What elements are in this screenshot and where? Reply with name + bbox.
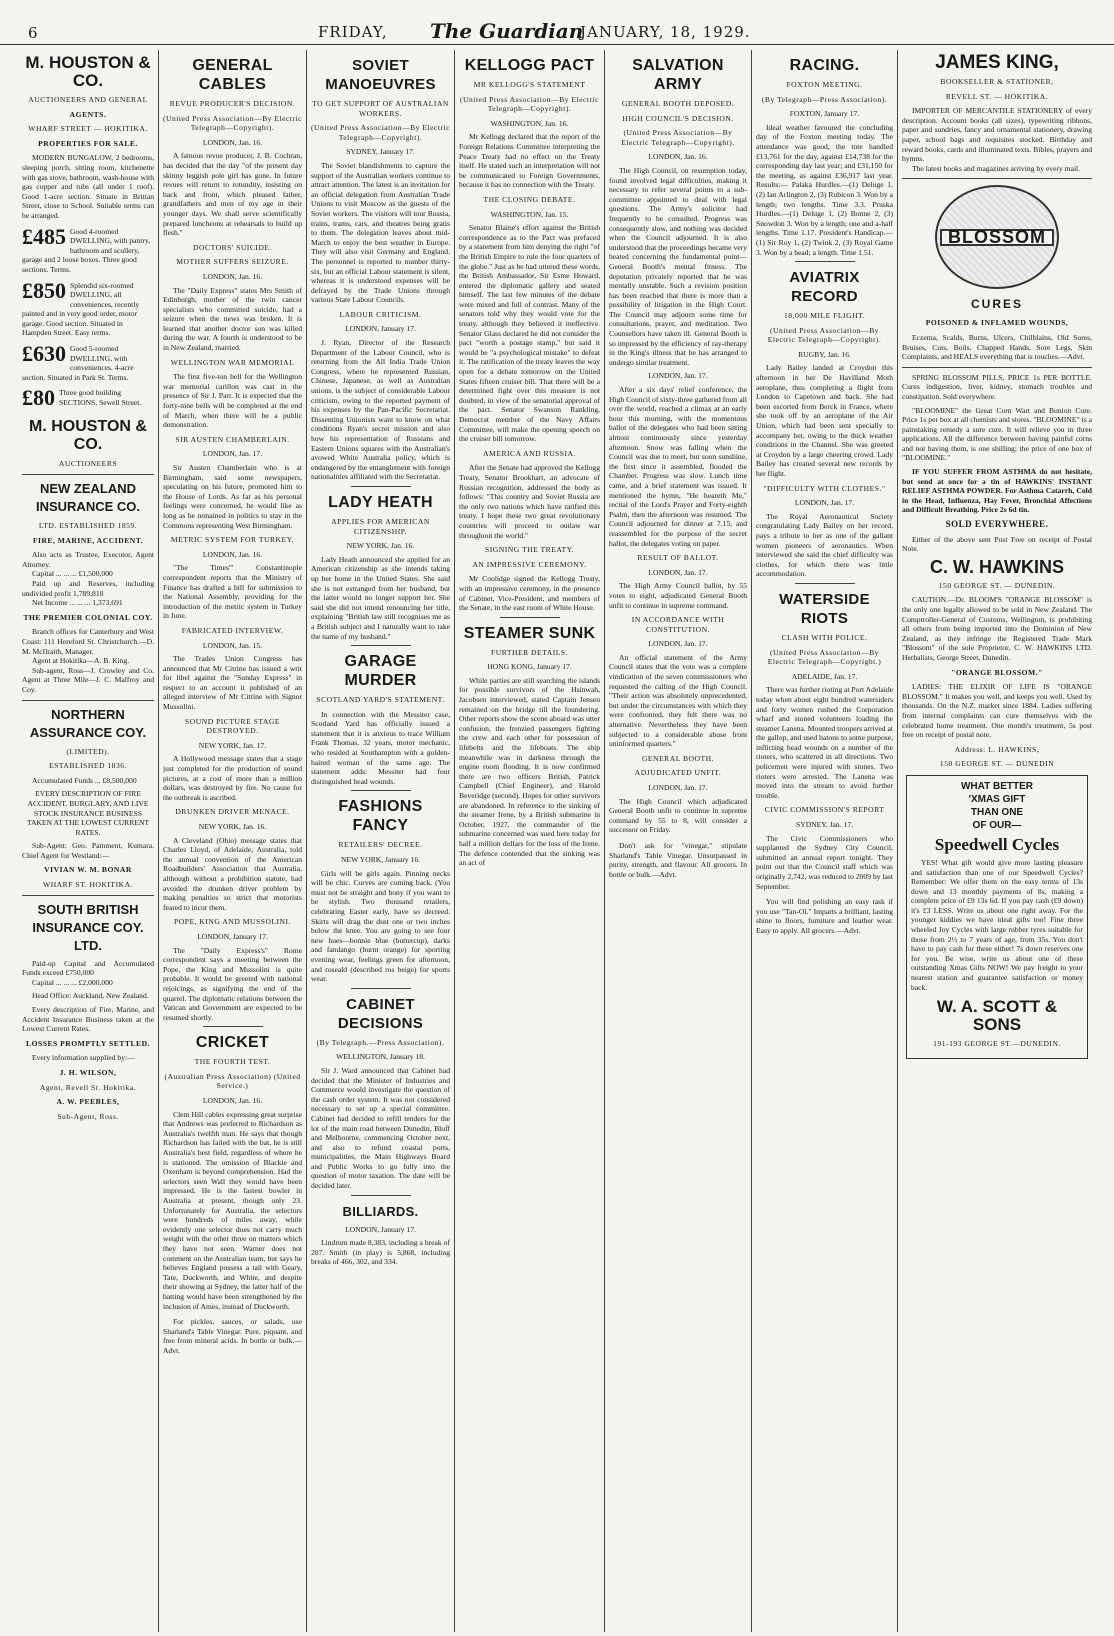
press-credit: (United Press Association—By Electric Telegraph—Copyright).	[767, 325, 882, 345]
column-divider	[306, 50, 307, 1632]
dateline: RUGBY, Jan. 16.	[798, 349, 851, 359]
article-text: While parties are still searching the islands for possible survivors of the Hsinwah, Jacobsen interviewed, stated Captain Jensen remained on the bridge till the foundering. Other reports show the scene aboard was utter confusion, the frenzied passengers fighting the crew and each other for possession of lifebelts and the lifeboats. The ship meanwhile was in darkness through the engine room flooding. It is now confirmed there are two officers British, Patrick Campbell (Chief Engineer), and Harold Beveridge (second). Hopes for other survivors are abandoned. In reference to the sinking of the steamer Irene, by a British submarine in October, 1927, the commander of the submarine concerned was sued here today for half a million dollars for the loss of the Irene. The defence contended that the sinking was an act of	[459, 675, 600, 868]
article-text: Girls will be girls again. Pinning necks will be chic. Curves are coming back. (You must not be straight and bony if you want to be stylish. Two thousand retailers, celebrating Easter early, have so decreed. Skirts will drag the dust one or two inches below the knee. You are going to see four new hues—bonnie blue (buttercup), darks and fandango (burnt orange) for sporting evening wear, feelings green for afternoon, and roseald (described ros beige) for sports wear.	[311, 868, 450, 984]
subheading: SIGNING THE TREATY.	[484, 545, 575, 555]
south-british-paid: Paid-up Capital and Accumulated Funds exceed £750,000	[22, 958, 154, 978]
dateline: LONDON, Jan. 17.	[648, 567, 708, 577]
south-british-agent-2-address: Sub-Agent, Ross.	[57, 1111, 119, 1121]
subheading: IN ACCORDANCE WITH CONSTITUTION.	[631, 615, 725, 634]
south-british-info: Every information supplied by:—	[32, 1053, 135, 1063]
dateline: LONDON, January 17.	[345, 1224, 416, 1234]
northern-assurance-established: ESTABLISHED 1836.	[49, 761, 127, 771]
south-british-agent-2: A. W. PEEBLES,	[56, 1097, 120, 1107]
subheading: DRUNKEN DRIVER MENACE.	[175, 807, 290, 817]
speedwell-line: 'XMAS GIFT	[968, 793, 1026, 805]
cures-heading: CURES	[970, 297, 1023, 312]
dateline: LONDON, Jan. 17.	[648, 639, 708, 649]
subheading: SIR AUSTEN CHAMBERLAIN.	[175, 434, 290, 444]
advertisement: For pickles, sauces, or salads, use Sharland's Table Vinegar. Pure, piquant, and free from mineral acids. In bottle or bulk.—Advt.	[163, 1317, 302, 1355]
dateline: LONDON, January 17.	[197, 931, 268, 941]
northern-assurance-desc: EVERY DESCRIPTION OF FIRE ACCIDENT, BURGLARY, AND LIVE STOCK INSURANCE BUSINESS TAKEN AT THE LOWEST CURRENT RATES.	[26, 789, 150, 837]
headline: RACING.	[789, 57, 860, 74]
dateline: LONDON, Jan. 16.	[202, 549, 263, 559]
article-text: The "Daily Express" states Mrs Smith of Edinburgh, mother of the twin cancer specialists who committed suicide, had a seizure when the news was broken. It is learned that another doctor son was killed during the war. A fourth is understood to be in New Zealand, married.	[163, 285, 302, 353]
dateline: LONDON, Jan. 16.	[202, 271, 263, 281]
headline: BILLIARDS.	[342, 1203, 419, 1219]
article-text: An official statement of the Army Council states that the vote was a complete vindication of the seven commissioners who requested the calling of the High Council. "Their action was absolutely unprecedented, but under the circumstances with which they were confronted, they felt there was no alternative. Nevertheless they have been subjected to a considerable abuse from uninformed quarters."	[609, 652, 747, 749]
houston-firm: M. HOUSTON & CO.	[25, 53, 151, 90]
subheading: SOUND PICTURE STAGE DESTROYED.	[185, 716, 280, 736]
hawkins-address-2: 150 GEORGE ST. — DUNEDIN	[939, 759, 1055, 769]
dateline: LONDON, Jan. 17.	[794, 498, 855, 508]
cures-sub: POISONED & INFLAMED WOUNDS,	[925, 318, 1069, 328]
nz-insurance-reserves: Paid up and Reserves, including undivided profit 1,789,810	[22, 579, 154, 598]
subheading: FOXTON MEETING.	[786, 80, 863, 89]
caution-notice: CAUTION.—Dr. BLOOM'S "ORANGE BLOSSOM" is the only one legally allowed to be sold in New Zealand. The Comptroller-General of Customs, Wellington, is prohibiting all others from being imported into the Dominion of New Zealand, as they infringe the Registered Trade Mark "Blossom" of the sole Proprietor, C. W. HAWKINS LTD. Herbalists, George Street, Dunedin.	[902, 595, 1092, 662]
dateline: LONDON, Jan. 17.	[202, 449, 263, 459]
subheading: THE FOURTH TEST.	[194, 1057, 271, 1067]
article-text: There was further rioting at Port Adelaide today when about eight hundred watersiders and forty women rushed the Corporation wharf and stoned volunteers loading the steamer Lanena. Mounted troopers arrived at the gallop, and used batons to some purpose, inflicting head wounds on a number of the rioters, who scattered in all directions. Two policemen were injured with stones. Two rioters were arrested. The Lanena was moved into the stream to avoid further trouble.	[756, 685, 893, 800]
price: £630	[22, 341, 66, 367]
article-text: A Cleveland (Ohio) message states that Charles Lloyd, of Adelaide, Australia, told the annual convention of the American Roadbuilders' Association that Australia, although without a prohibition statute, had avoided the drunken driver problem by making penalties so strict that motorists feared to incur them.	[163, 835, 302, 912]
james-king-sub: BOOKSELLER & STATIONER,	[940, 77, 1054, 86]
article-text: After a six days' relief conference, the High Council of sixty-three gathered from all over the world, reached a climax at an early hour this morning, with the momentous ballot of the delegates who had been sitting almost continuously since yesterday afternoon. Snow was falling when the Council was due to meet, but soon sunshine, the first since it assembled, flooded the Chamber. Progress was slow. Lunch time came, and a brief statement was issued. It mentioned the hymn, "He heareth Me," recital of the Lord's Prayer and Forty-eighth Psalm, then the afternoon was resumed. The Council adjourned for dinner at 7.15, and reassembled for the purpose of the secret ballot, the delegates voting on paper.	[609, 385, 747, 548]
masthead	[0, 0, 1114, 43]
masthead-day: FRIDAY,	[318, 23, 388, 41]
james-king-latest: The latest books and magazines arriving by every mail.	[912, 163, 1081, 173]
subheading: AMERICA AND RUSSIA.	[483, 448, 576, 458]
press-credit: (By Telegraph.—Press Association).	[316, 1037, 445, 1047]
subheading: SCOTLAND YARD'S STATEMENT.	[316, 695, 445, 705]
dateline: LONDON, January 17.	[345, 324, 416, 334]
hawkins-name: C. W. HAWKINS	[930, 556, 1064, 577]
dateline: LONDON, Jan. 16.	[202, 1096, 263, 1106]
column-3-news	[311, 50, 450, 1630]
dateline: SYDNEY, Jan. 17.	[795, 820, 854, 830]
article-text: The Trades Union Congress has announced that Mr Citrine has issued a writ for libel against the "Sunday Express" in respect to an account it published of an alleged interview of Mr Citrine with Signor Mussolini.	[163, 654, 302, 712]
subheading: MOTHER SUFFERS SEIZURE.	[176, 257, 289, 267]
article-text: A famous revue producer, J. B. Cochran, has decided that the day "of the present day skinny leggish pole girl has gone. In future revues will return to rotundity, insisting on back and front, which pleased father, grandfathers and men of my age in their younger days. We shall serve scientifically prepared luncheons at rehearsals to build up flesh."	[163, 151, 302, 238]
dateline: HONG KONG, January 17.	[487, 662, 572, 672]
nz-insurance-lines: FIRE, MARINE, ACCIDENT.	[32, 535, 144, 545]
subheading: "DIFFICULTY WITH CLOTHES."	[763, 483, 886, 493]
column-4-news	[459, 50, 600, 1630]
article-text: Lindrum made 8,383, including a break of 207. Smith (in play) is 5,868, including breaks of 466, 302, and 334.	[311, 1238, 450, 1267]
subheading: GENERAL BOOTH DEPOSED.	[621, 99, 735, 108]
northern-assurance-agent: VIVIAN W. M. BONAR	[44, 865, 132, 875]
price: £485	[22, 223, 66, 249]
nz-insurance-capital: Capital ... ... ... £1,500,000	[32, 569, 113, 579]
scott-sons-name: W. A. SCOTT & SONS	[936, 997, 1058, 1035]
south-british-agent: J. H. WILSON,	[59, 1068, 117, 1077]
nz-insurance-established: LTD. ESTABLISHED 1859.	[38, 521, 138, 531]
dateline: SYDNEY, January 17.	[346, 147, 415, 157]
article-text: J. Ryan, Director of the Research Department of the Labour Council, who is returning from the All India Trade Union Congress, where he represented Russian, Chinese, Japanese, as well as Australian unions, is the subject of considerable Labour criticism, owing to the reported payment of his expenses by the Pan-Pacific Secretariat. Dissenting Unionists want to know on what conditions Ryan's secret mission and also how his representation of Russians and Eastern Unions squares with the Australian's avowed White Australia policy, which is endangered by the entanglement with foreign nationalities affiliated with the Secretariat.	[311, 338, 450, 482]
press-credit: (By Telegraph—Press Association).	[761, 94, 888, 104]
headline: WATERSIDE RIOTS	[779, 590, 870, 627]
article-text: After the Senate had approved the Kellogg Treaty, Senator Brookhart, an advocate of Russian recognition, addressed the body as follows: "This country and Soviet Russia are the only two nations which have ratified this treaty. I hope these two great revolutionary countries will proceed to outlaw war throughout the world."	[459, 463, 600, 540]
houston-sub2: AGENTS.	[69, 109, 107, 119]
press-credit: (United Press Association—By Electric Telegraph—Copyright).	[311, 123, 450, 142]
south-british-losses: LOSSES PROMPTLY SETTLED.	[26, 1038, 150, 1048]
houston-sub: AUCTIONEERS	[58, 459, 118, 469]
headline: GARAGE MURDER	[344, 653, 417, 690]
dateline: NEW YORK, Jan. 16.	[198, 822, 267, 831]
column-divider	[751, 50, 752, 1632]
headline: CRICKET	[195, 1034, 270, 1052]
nz-insurance-branch: Branch offices for Canterbury and West Coast: 111 Hereford St. Christchurch.—D. M. McIlraith, Manager.	[22, 627, 154, 656]
advertisement: Don't ask for "vinegar," stipulate Sharland's Table Vinegar. Unsurpassed in purity, strength, and flavour. All grocers. In bottle or bulk.—Advt.	[609, 840, 747, 879]
dateline: LONDON, Jan. 17.	[648, 371, 708, 381]
article-text: Sir J. Ward announced that Cabinet had decided that the Minister of Industries and Commerce would investigate the question of the cash order system. It was not considered necessary to set up a special committee. Cabinet had decided to refill tenders for the lot of the main road between Dunedin, Bluff and Melbourne, commencing October next, and also to refund coastal ports, municipalities, the Main Highways Board and Public Works to go fully into the question of motor taxation. The date will be decided later.	[311, 1065, 450, 1191]
subheading: CLASH WITH POLICE.	[781, 632, 868, 642]
dateline: WELLINGTON, January 18.	[336, 1052, 425, 1062]
article-text: The High Army Council ballot, by 55 votes to eight, adjudicated General Booth unfit to continue in supreme command.	[609, 581, 747, 610]
hawkins-address: 150 GEORGE ST. — DUNEDIN.	[938, 580, 1056, 590]
northern-assurance-ltd: (LIMITED).	[66, 746, 110, 756]
dateline: NEW YORK, Jan. 16.	[346, 541, 415, 551]
speedwell-line: WHAT BETTER	[960, 780, 1034, 792]
subheading: REVUE PRODUCER'S DECISION.	[169, 99, 296, 108]
south-british-heading: SOUTH BRITISH INSURANCE COY. LTD.	[32, 901, 144, 953]
headline: AVIATRIX RECORD	[789, 269, 860, 306]
column-7-ads	[902, 50, 1092, 1630]
james-king-address: REVELL ST. — HOKITIKA.	[945, 91, 1049, 101]
northern-assurance-heading: NORTHERN ASSURANCE COY.	[29, 706, 147, 740]
column-divider	[897, 50, 898, 1632]
subheading: HIGH COUNCIL'S DECISION.	[622, 113, 734, 123]
column-1-ads	[22, 50, 154, 1630]
properties-heading: PROPERTIES FOR SALE.	[38, 138, 138, 148]
northern-assurance-funds: Accumulated Funds ... £8,500,000	[32, 775, 137, 785]
property-listing: Splendid six-roomed DWELLING, all conveniences, recently painted and in very good order, motor garage. Good section. Situated in Hampden Street. Easy terms.	[22, 280, 140, 338]
scott-sons-address: 191-193 GEORGE ST.—DUNEDIN.	[933, 1039, 1061, 1049]
nz-insurance-subagent: Sub-agent, Ross—J. Crowley and Co. Agent at Three Mile—J. C. Malfroy and Coy.	[22, 665, 154, 694]
article-text: The Soviet blandishments to capture the support of the Australian workers continue to attract attention. The latest is an invitation for an official delegation from Australian Trade Unions to visit Moscow as the guests of the Soviet workers. The visitors will tour Russia, trains, trams, cars, and theatres being gratis to them. The delegation leaves about mid-March to enjoy the best weather in Europe. They will also visit Germany and England. The personnel is reported to number thirty-six, but an official Labour statement is silent, whereas it is understood expenses will be defrayed by the Trade Unions through various State Labour Councils.	[311, 160, 450, 305]
asthma-ad: IF YOU SUFFER FROM ASTHMA do not hesitate, but send at once for a tin of HAWKINS' INSTANT RELIEF ASTHMA POWDER. For Asthma Catarrh, Cold in the Head, Influenza, Hay Fever, Bronchial Affections and Difficult Breathing. Price 2s 6d tin.	[902, 467, 1092, 515]
hawkins-address-label: Address: L. HAWKINS,	[954, 744, 1040, 754]
nz-insurance-income: Net Income ... ... ... 1,373,691	[32, 598, 123, 608]
subheading: GENERAL BOOTH.	[641, 753, 715, 763]
article-text: Lady Bailey landed at Croydon this afternoon in her De Havilland Moth aeroplane, thus completing a flight from London to Capetown and back. She had been escorted from Berck in France, where she took off by an aeroplane of the Air Union, which had been sent specially to accompany her, owing to the thick weather conditions in the Channel. She was greeted at Croydon by a large cheering crowd. Lady Bailey has created several new records by her flight.	[756, 363, 893, 478]
dateline: LONDON, Jan. 16.	[648, 152, 708, 162]
press-credit: (United Press Association—By Electric Telegraph—Copyright.)	[767, 647, 882, 667]
headline: GENERAL CABLES	[192, 57, 273, 93]
bloomine-ad: "BLOOMINE" the Great Corn Wart and Bunion Cure. Price 1s per box at all chemists and stores. "BLOOMINE" is a painstaking remedy a sure cure. It will relieve you in three applications. All the difference between having painful corns and not having them, is one shilling; the price of one box of "BLOOMINE."	[902, 405, 1092, 463]
masthead-month: JANUARY,	[580, 23, 665, 41]
headline: SOVIET MANOEUVRES	[325, 57, 436, 93]
nz-insurance-premier: THE PREMIER COLONIAL COY.	[23, 612, 153, 622]
article-text: "The Times'" Constantinople correspondent reports that the Ministry of Finance has drafted a bill for submission to the National Assembly, providing for the introduction of the metric system in Turkey in June.	[163, 563, 302, 621]
speedwell-line: THAN ONE	[970, 806, 1024, 818]
dateline: WASHINGTON, Jan. 15.	[490, 209, 569, 219]
price: £80	[22, 385, 55, 411]
subheading: WELLINGTON WAR MEMORIAL	[170, 357, 295, 367]
james-king-firm: JAMES KING,	[935, 52, 1059, 73]
article-text: The Royal Aeronautical Society congratulating Lady Bailey on her record, pays a tribute to her as one of the gallant women pioneers of aeronautics. When interviewed she said the chief difficulty was clothes, for which there was little accommodation.	[756, 511, 893, 579]
property-listing: MODERN BUNGALOW, 2 bedrooms, sleeping porch, sitting room, kitchenette with gas stove, bathroom, wash-house with gas copper and tubs (all under 1 roof). Good 1-acre section. Situate in Brittan Street, close to School. Suitable terms can be arranged.	[22, 153, 154, 220]
article-text: Senator Blaine's effort against the British correspondence as to the Pact was prefaced by a statement from him denying the right "of the British Empire to rule the four quarters of the globe." Just as he had uttered these words, the British Ambassador, Sir Esme Howard, entered the diplomatic gallery and seated himself. The last few minutes of the debate were mixed and full of contrast. Many of the senators told why they would vote for the treaty, although they believed it ineffective. Senator Glass declared he did not consider the pact "worth a postage stamp," but said it would be "a psychological mistake" to defeat it. The ratification of the treaty leaves the way open for a debate tomorrow on the United States fifteen cruiser bill. That there will be a determined fight over this measure is not doubted, in view of the senatorial approval of the pact. Senator Swanson Rankling, Democrat member of the Navy Affairs Committee, will make the opening speech on the cruiser bill tomorrow.	[459, 223, 600, 444]
subheading: AN IMPRESSIVE CEREMONY.	[472, 559, 587, 569]
article-text: Ideal weather favoured the concluding day of the Foxton meeting today. The attendance was good, the tote handled £13,761 for the day, against £14,738 for the corresponding day last year; and £31,150 for the meeting, as against £36,917 last year. Results:— Palaka Hurdles.—(1) Deluge 1, (2) Ian Arlington 2, (3) Rubicon 3. Won by a length; two lengths. Time 3.3. Pruska Hurdles.—(1) Deluge 1, (2) Bonne 2, (3) Snowdon 3. Won by a length; one and a-half lengths. Time 1.17. President's Handicap.—(1) Sir Roy 1, (2) Twink 2, (3) Royal Game 3. Won by a head; a length. Time 1.51.	[756, 122, 893, 257]
article-text: A Hollywood message states that a stage just completed for the production of sound pictures, at a cost of more than a million dollars, was destroyed by fire. No cause for the outbreak is ascribed.	[163, 754, 302, 802]
dateline: LONDON, Jan. 17.	[648, 783, 708, 792]
press-credit: (Australian Press Association) (United Service.)	[164, 1071, 301, 1091]
column-5-news	[609, 50, 747, 1630]
column-6-news	[756, 50, 893, 1630]
price: £850	[22, 277, 66, 303]
page-number: 6	[28, 24, 38, 42]
cures-list: Eczema, Scalds, Burns, Ulcers, Chilblains, Old Sores, Bruises, Cuts, Boils, Chapped Hands, Sore Legs, Skin Complaints, and HEALS everything that is touches.—Advt.	[902, 332, 1092, 362]
article-text: Mr Coolidge signed the Kellogg Treaty, with an impressive ceremony, in the presence of Cabinet, Vice-President, and members of the Senate, in the east room of White House.	[459, 574, 600, 613]
ladies-ad: LADIES: THE ELIXIR OF LIFE IS "ORANGE BLOSSOM." It makes you well, and keeps you well. Used by thousands. On the N.Z. market since 1884. Ladies suffering from internal complaints can cure themselves with the celebrated home treatment. One month's treatment, 5s post free on receipt of postal note.	[902, 682, 1092, 740]
column-2-news	[163, 50, 302, 1630]
south-british-office: Head Office: Auckland, New Zealand.	[32, 991, 149, 1001]
masthead-date: 18, 1929.	[670, 23, 751, 41]
post-free-note: Either of the above sent Post Free on receipt of Postal Note.	[902, 534, 1092, 554]
article-text: Lady Heath announced she applied for an American citizenship as she intends taking up her home in the United States. She said she is not estranged from her husband, but the latter would no longer support her. She said she did not intend renouncing her title, explaining "British law still recognises me as a British subject and I naturally want to take the name of my husband."	[311, 554, 450, 641]
subheading: POPE, KING AND MUSSOLINI.	[174, 917, 291, 927]
subheading: THE CLOSING DEBATE.	[483, 194, 576, 204]
dateline: LONDON, Jan. 15.	[202, 640, 263, 650]
dateline: FOXTON, January 17.	[789, 109, 860, 119]
press-credit: (United Press Association—By Electric Telegraph—Copyright).	[163, 113, 302, 133]
column-divider	[454, 50, 455, 1632]
newspaper-title: The Guardian	[430, 19, 584, 43]
headline: LADY HEATH	[328, 493, 433, 511]
nz-insurance-heading: NEW ZEALAND INSURANCE CO.	[35, 481, 140, 515]
subheading: FURTHER DETAILS.	[491, 647, 568, 657]
article-text: The "Daily Express's" Rome correspondent says a meeting between the Pope, the King and Mussolini is quite probable. It would be greeted with national rejoicings, as signifying the end of the quarrel. The diplomatic relations between the Vatican and Government are expected to be resumed shortly.	[163, 945, 302, 1022]
speedwell-ad	[906, 775, 1088, 1059]
headline: CABINET DECISIONS	[337, 995, 424, 1032]
subheading: RETAILERS' DECREE.	[338, 840, 423, 850]
south-british-agent-address: Agent, Revell St. Hokitika.	[39, 1082, 137, 1092]
subheading: ADJUDICATED UNFIT.	[634, 768, 722, 778]
press-credit: (United Press Association—By Electric Telegraph—Copyright).	[621, 128, 735, 147]
houston-firm-2: M. HOUSTON & CO.	[29, 418, 147, 454]
subheading: METRIC SYSTEM FOR TURKEY.	[170, 535, 295, 545]
press-credit: (United Press Association—By Electric Telegraph—Copyright).	[460, 94, 599, 114]
dateline: LONDON, Jan. 16.	[202, 137, 263, 147]
dateline: ADELAIDE, Jan. 17.	[791, 671, 858, 681]
column-divider	[604, 50, 605, 1632]
subheading: MR KELLOGG'S STATEMENT	[473, 80, 586, 89]
subheading: FABRICATED INTERVIEW.	[181, 625, 284, 635]
property-listing: Good 4-roomed DWELLING, with pantry, bathroom and scullery, garage and 2 loose boxes. Three good sections. Terms.	[22, 226, 151, 274]
property-listing: Three good building SECTIONS, Sewell Street.	[59, 388, 142, 408]
blossom-logo-text: BLOSSOM	[940, 229, 1054, 247]
article-text: The High Council, on resumption today, found involved legal difficulties, making it necessary to refer several points to a sub-committee appointed to deal with legal questions. The Army's solicitor had frequently to be consulted. Progress was consequently slow, and nothing was decided when the Council adjourned. It is also understood that the proceedings became very heated concerning the fundamental point—General Booth's mental fitness. The deputation privately reported that he was mentally unstable. Such a revision position has been reached that there is more than a possibility of litigation in the High Court. The Council may adjourn some time for consultations, prayer, and meditation. Two Counsellors have taken ill. General Booth is so impressed by the efficiency of ray-therapy in the King's illness that he has arranged to undergo similar treatment.	[609, 165, 747, 367]
article-text: The Civic Commissioners who supplanted the Sydney City Council, submitted an annual report tonight. They point out that the Council staff which was originally 2,742, was reduced to 2009 by last September.	[756, 833, 893, 891]
speedwell-line: OF OUR—	[972, 819, 1022, 831]
dateline: NEW YORK, Jan. 17.	[198, 740, 267, 750]
speedwell-cycles-title: Speedwell Cycles	[934, 834, 1060, 854]
article-text: In connection with the Messiter case, Scotland Yard has officially issued a statement that it is anxious to trace William Frank Thomas, 32 years, motor mechanic, who resided at Southampton with a golden-haired woman of the same age. The statement adds: Messiter had four distinguished head wounds.	[311, 709, 450, 786]
article-text: Clem Hill cables expressing great surprise that Andrews was preferred to Richardson as Australia's twelfth man. He says that though Richardson has failed with the bat, he is still Australia's best field, regardless of where he is stationed. The omission of Blackie and Oxenham is beyond comprehension. Had the selectors seen Wall they would have been impressed. He is the fastest bowler in Australia at present, though only 23. Unfortunately for Australia, the selectors were hundreds of miles away, while evidently one selector does not carry much weight with the other three on matters which they have not seen. Warner does not comment on the Australian team, but says he believes England possess a tail with Geary, Tate, Duckworth, and White, and despite their showing at Sydney, the latter half of the batting would have been strengthened by the inclusion of Ames, instead of Duckworth.	[163, 1109, 302, 1311]
advertisement: You will find polishing an easy task if you use "Tan-Ol." Imparts a brilliant, lasting shine to floors, furniture and leather wear. Easy to apply. All grocers.—Advt.	[756, 897, 893, 935]
subheading: LABOUR CRITICISM.	[339, 309, 422, 319]
northern-assurance-subagent: Sub-Agent: Geo. Pamment, Kumara. Chief Agent for Westland:—	[22, 841, 154, 860]
dateline: NEW YORK, January 16.	[340, 855, 421, 865]
subheading: CIVIC COMMISSION'S REPORT	[764, 805, 885, 815]
headline: KELLOGG PACT	[464, 57, 595, 74]
article-text: Sir Austen Chamberlain who is at Birmingham, said some newspapers, speculating on his future, promoted him to the House of Lords. As far as his personal feelings were concerned, he would like as long as he remained in politics to stay in the Commons representing West Birmingham.	[163, 463, 302, 530]
james-king-desc: IMPORTER OF MERCANTILE STATIONERY of every description. Account books (all sizes), typewriting ribbons, paper and sundries, fancy and ornamental stationery, drawing paper, school bags and requisites stocked. Birthday and reward books, cards and illuminated texts. Bibles, prayers and hymns.	[902, 106, 1092, 164]
headline: SALVATION ARMY	[632, 57, 724, 93]
blossom-logo	[935, 185, 1059, 289]
sold-everywhere: SOLD EVERYWHERE.	[945, 519, 1049, 530]
headline: FASHIONS FANCY	[338, 798, 423, 835]
headline: STEAMER SUNK	[463, 624, 596, 642]
dateline: WASHINGTON, Jan. 16.	[490, 118, 569, 128]
subheading: TO GET SUPPORT OF AUSTRALIAN WORKERS.	[312, 99, 449, 118]
south-british-capital: Capital ... ... ... £2,000,000	[32, 977, 113, 987]
subheading: DOCTORS' SUICIDE.	[193, 242, 272, 252]
article-text: Mr Kellogg declared that the report of the Foreign Relations Committee interpreting the Peace Treaty had no effect on the Treaty itself. He stated such an interpretation will not be communicated to Foreign Governments, because it has no connection with the Treaty.	[459, 132, 600, 190]
houston-sub: AUCTIONEERS AND GENERAL	[28, 95, 148, 104]
masthead-rule	[0, 44, 1114, 45]
nz-insurance-agent: Agent at Hokitika—A. B. King.	[32, 656, 130, 666]
subheading: 18,000 MILE FLIGHT.	[783, 311, 866, 321]
south-british-desc: Every description of Fire, Marine, and Accident Insurance Business taken at the Lowest Current Rates.	[22, 1005, 154, 1034]
column-divider	[158, 50, 159, 1632]
spring-blossom-pills: SPRING BLOSSOM PILLS, PRICE 1s PER BOTTLE. Cures indigestion, liver, kidney, stomach troubles and constipation. Sold everywhere.	[902, 372, 1092, 401]
article-text: The first five-ton bell for the Wellington war memorial carillon was cast in the presence of Sir J. Parr. It is expected that the forty-nine bells will be completed at the end of March, when there will be a public demonstration.	[163, 372, 302, 430]
orange-blossom-heading: "ORANGE BLOSSOM."	[951, 667, 1043, 677]
speedwell-text: YES! What gift would give more lasting pleasure and satisfaction than one of our Speedwell Cycles? Remember: We offer them on the easy terms of 13s down and 13 monthly payments of 8s, making a complete price of £9 13s 6d. If you pay cash (£9 down) it's £3 LESS. Write us about one right away. For the younger kiddies we have ideal gifts too! Fine three wheeled Joy Cycles with large rubber tyres suitable for those from 2½ to 7 years of age, from 35s. You don't have to pay cash for these either! 7s down reserves one for you. Be wise, write us about one of these outstanding Xmas Gifts NOW! We pay freight to your nearest station and guarantee satisfaction or money back.	[911, 857, 1083, 992]
houston-address: WHARF STREET — HOKITIKA.	[28, 124, 148, 134]
article-text: The High Council which adjudicated General Booth unfit to continue in supreme command by 55 to 8, will consider a successor on Friday.	[609, 796, 747, 835]
nz-insurance-text: Also acts as Trustee, Executor, Agent Attorney.	[22, 550, 154, 569]
northern-assurance-address: WHARF ST. HOKITIKA.	[43, 880, 133, 890]
property-listing: Good 5-roomed DWELLING, with conveniences. 4-acre section. Situated in Park St. Terms.	[22, 344, 134, 382]
subheading: RESULT OF BALLOT.	[637, 553, 719, 563]
subheading: APPLIES FOR AMERICAN CITIZENSHIP.	[331, 516, 430, 536]
